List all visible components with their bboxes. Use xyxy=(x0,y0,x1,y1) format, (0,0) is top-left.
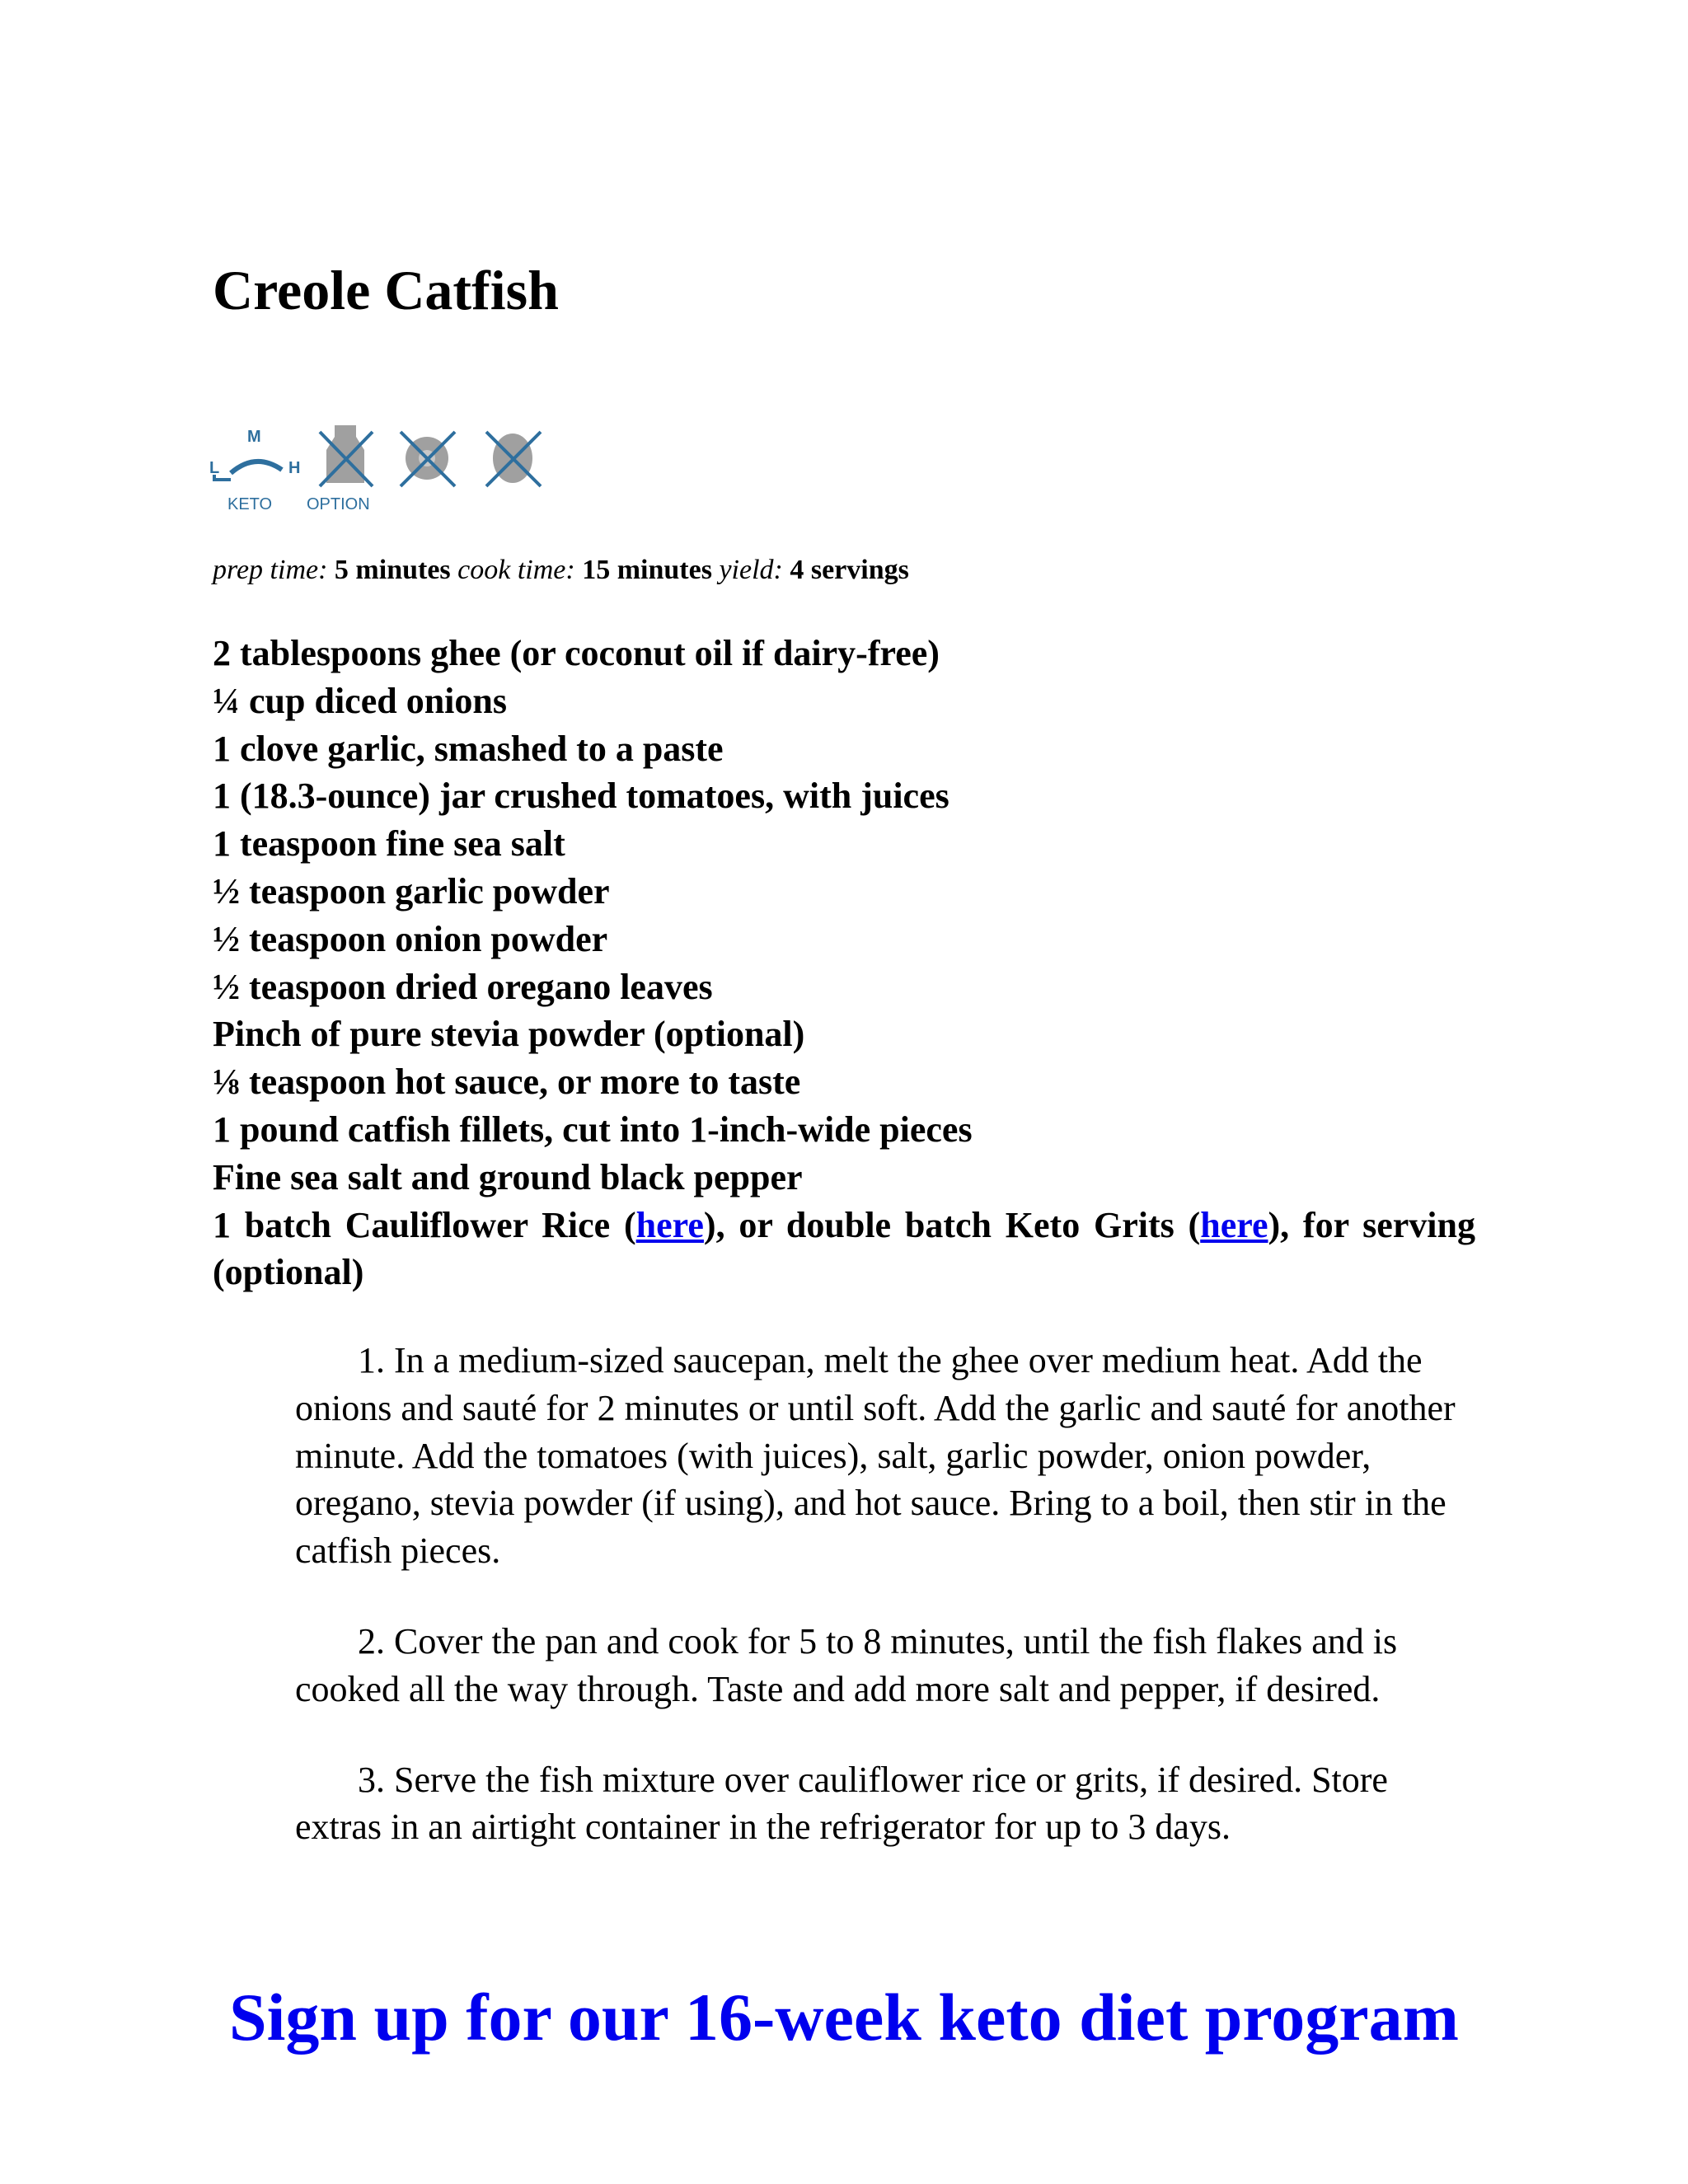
dairy-free-option-icon xyxy=(305,422,389,514)
instruction-steps xyxy=(295,1337,1482,1894)
cook-time-value: 15 minutes xyxy=(582,555,712,585)
step-1: 1. In a medium-sized saucepan, melt the ghee over medium heat. Add the onions and sauté for 2 minutes or until soft. Add the garlic and sauté for another minute. Add the tomatoes (with juices), salt, garlic powder, onion powder, oregano, stevia powder (if using), and hot sauce. Bring to a boil, then stir in the catfish pieces. xyxy=(295,1340,1456,1572)
keto-caption: KETO xyxy=(227,495,273,513)
ingredient-item: 1 pound catfish fillets, cut into 1-inch-wide pieces xyxy=(213,1108,973,1150)
nut-free-icon xyxy=(475,422,557,514)
serving-text-2: ), or double batch Keto Grits ( xyxy=(703,1204,1201,1245)
cook-time-label: cook time: xyxy=(457,555,575,585)
option-caption: OPTION xyxy=(307,495,370,513)
ingredient-item: ¼ cup diced onions xyxy=(213,680,507,721)
diet-icons xyxy=(206,422,557,514)
ingredient-item: 1 teaspoon fine sea salt xyxy=(213,823,565,865)
keto-grits-link[interactable]: here xyxy=(1200,1204,1268,1245)
ingredient-item: ⅛ teaspoon hot sauce, or more to taste xyxy=(213,1062,801,1103)
keto-meter-letter-l: L xyxy=(209,459,220,477)
prep-time-label: prep time: xyxy=(213,555,328,585)
ingredient-item: ½ teaspoon garlic powder xyxy=(213,870,610,912)
ingredient-item: ½ teaspoon dried oregano leaves xyxy=(213,966,713,1007)
prep-time-value: 5 minutes xyxy=(334,555,451,585)
serving-ingredient xyxy=(213,1202,1475,1297)
recipe-title: Creole Catfish xyxy=(213,259,559,321)
ingredient-item: 1 clove garlic, smashed to a paste xyxy=(213,728,724,769)
keto-meter-letter-h: H xyxy=(288,459,301,477)
ingredient-item: 1 (18.3-ounce) jar crushed tomatoes, with juices xyxy=(213,776,950,817)
cauliflower-rice-link[interactable]: here xyxy=(635,1204,704,1245)
ingredient-item: 2 tablespoons ghee (or coconut oil if dairy-free) xyxy=(213,633,940,673)
serving-text-3: ), for serving (optional) xyxy=(213,1204,1475,1293)
ingredient-item: Pinch of pure stevia powder (optional) xyxy=(213,1014,805,1055)
step-2: 2. Cover the pan and cook for 5 to 8 minutes, until the fish flakes and is cooked all the way through. Taste and add more salt and pepper, if desired. xyxy=(295,1620,1398,1709)
keto-meter-icon xyxy=(206,422,305,514)
step-3: 3. Serve the fish mixture over cauliflower rice or grits, if desired. Store extras in an airtight container in the refrigerator for up to 3 days. xyxy=(295,1759,1388,1848)
yield-label: yield: xyxy=(719,555,783,585)
yield-value: 4 servings xyxy=(790,555,909,585)
ingredient-item: Fine sea salt and ground black pepper xyxy=(213,1156,803,1197)
ingredient-item: ½ teaspoon onion powder xyxy=(213,918,608,959)
egg-free-icon xyxy=(389,422,475,514)
serving-text-1: 1 batch Cauliflower Rice ( xyxy=(213,1204,636,1245)
keto-meter-letter-m: M xyxy=(247,428,261,446)
recipe-meta xyxy=(213,552,909,588)
signup-link[interactable]: Sign up for our 16-week keto diet program xyxy=(229,1980,1459,2055)
ingredient-list xyxy=(213,630,1475,1296)
